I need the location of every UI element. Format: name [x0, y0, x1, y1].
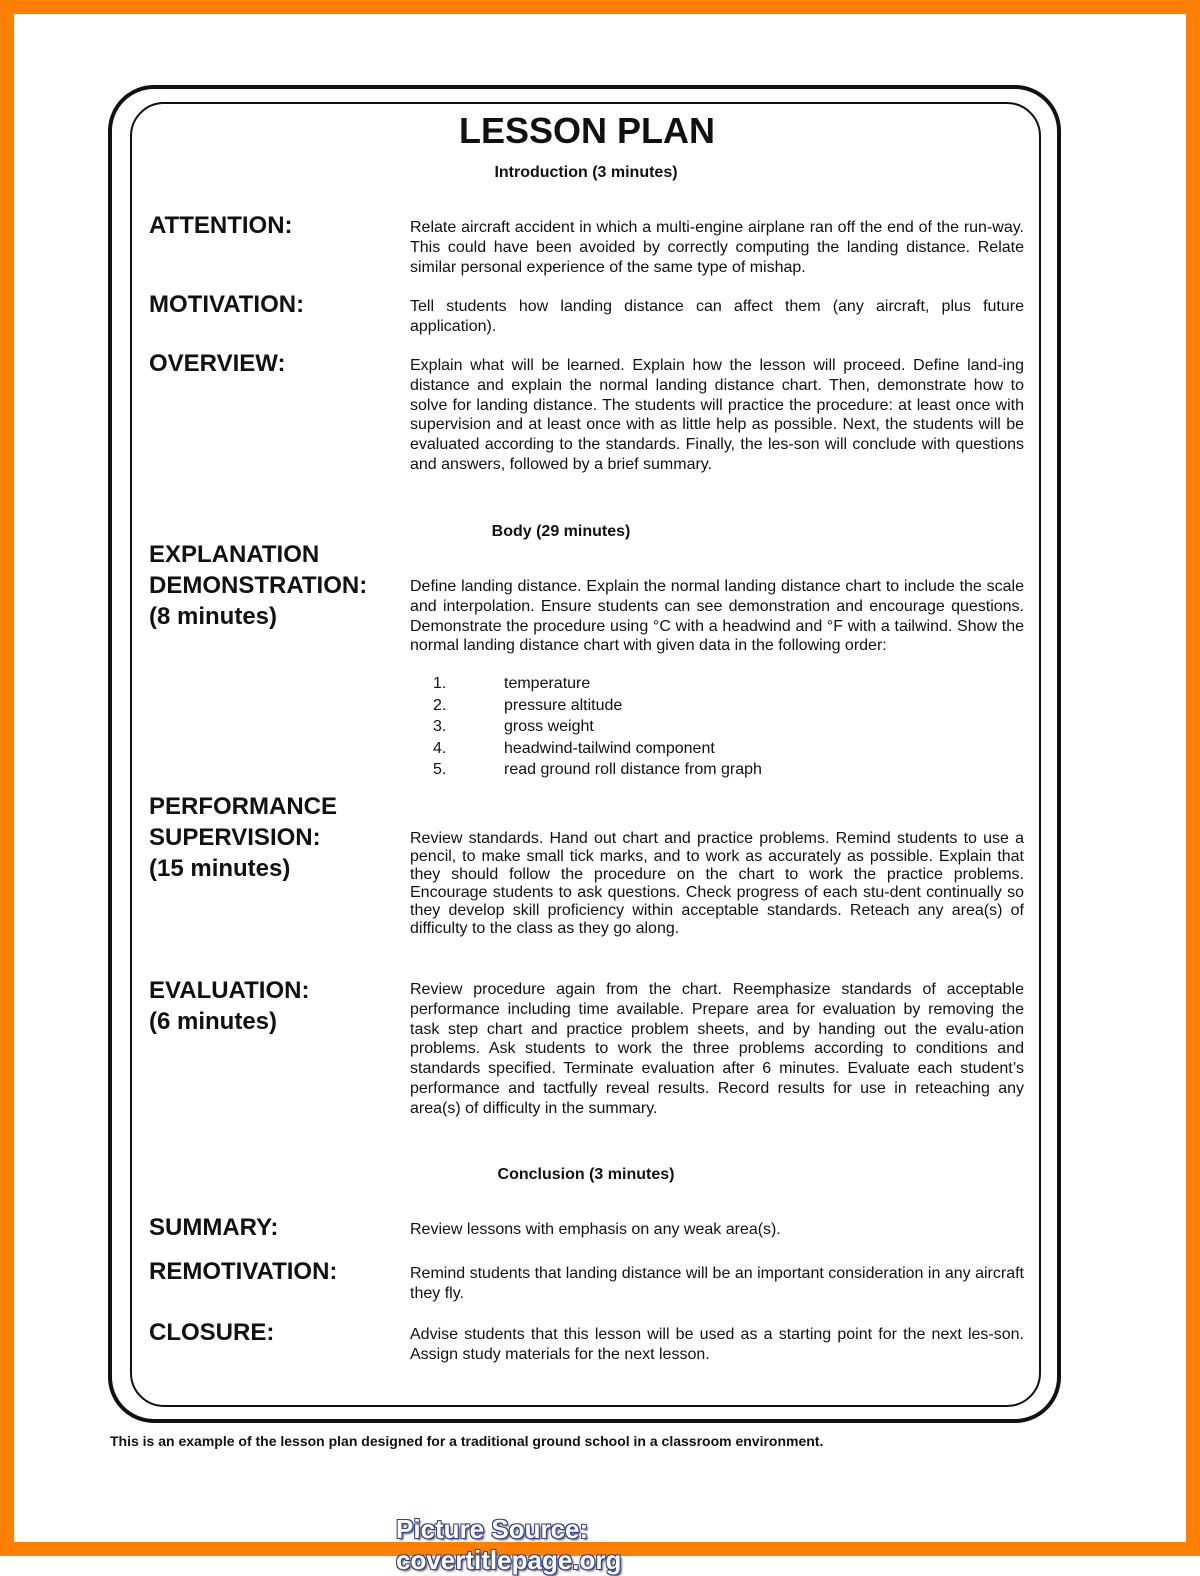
text-motivation: Tell students how landing distance can affect them (any aircraft, plus future application). — [410, 298, 1024, 335]
label-evaluation-line1: EVALUATION: — [149, 977, 310, 1004]
label-explanation-line2: DEMONSTRATION: — [149, 572, 368, 599]
text-performance: Review standards. Hand out chart and practice problems. Remind students to use a pencil, to make small tick marks, and to work as accurately as possible. Explain that they should follow the procedure on the chart to work the practice problems. Encourage students to ask questions. Check progress of each stu-dent continually so they develop skill proficiency within acceptable standards. Reteach any area(s) of difficulty to the class as they go along. — [410, 830, 1024, 937]
label-overview: OVERVIEW: — [149, 350, 286, 377]
label-motivation: MOTIVATION: — [149, 291, 305, 318]
text-closure: Advise students that this lesson will be used as a starting point for the next les-son. Assign study materials for the next lesson. — [410, 1326, 1024, 1363]
section-conclusion: Conclusion (3 minutes) — [497, 1166, 675, 1183]
list-item: 5. read ground roll distance from graph — [433, 761, 762, 778]
caption: This is an example of the lesson plan designed for a traditional ground school in a classroom environment. — [110, 1433, 824, 1449]
label-explanation-line3: (8 minutes) — [149, 603, 278, 630]
text-overview: Explain what will be learned. Explain how the lesson will proceed. Define land-ing distance and explain the normal landing distance chart. Then, demonstrate how to solve for landing distance. The students will practice the procedure: at least once with supervision and at least once with as little help as possible. Next, the students will be evaluated according to the standards. Finally, the les-son will conclude with questions and answers, followed by a brief summary. — [410, 357, 1024, 473]
label-evaluation — [149, 975, 399, 1037]
label-explanation-line1: EXPLANATION — [149, 541, 320, 568]
label-remotivation: REMOTIVATION: — [149, 1258, 338, 1285]
text-remotivation: Remind students that landing distance will be an important consideration in any aircraft they fly. — [410, 1265, 1024, 1302]
text-explanation: Define landing distance. Explain the normal landing distance chart to include the scale and interpolation. Ensure students can see demonstration and encourage questions. Demonstrate the procedure using °C with a headwind and °F with a tailwind. Show the normal landing distance chart with given data in the following order: — [410, 578, 1024, 655]
text-summary: Review lessons with emphasis on any weak area(s). — [410, 1221, 781, 1238]
text-evaluation: Review procedure again from the chart. Reemphasize standards of acceptable performance including time available. Prepare area for evaluation by removing the task step chart and practice problem sheets, and by handing out the evalu-ation problems. Ask students to work the three problems according to conditions and standards specified. Terminate evaluation after 6 minutes. Evaluate each student’s performance and tactfully reveal results. Record results for use in reteaching any area(s) of difficulty in the summary. — [410, 981, 1024, 1117]
label-explanation — [149, 539, 399, 632]
page-title: LESSON PLAN — [458, 110, 716, 151]
label-performance-line3: (15 minutes) — [149, 855, 291, 882]
list-item: 2. pressure altitude — [433, 696, 623, 714]
label-performance — [149, 791, 399, 884]
section-introduction: Introduction (3 minutes) — [494, 164, 678, 181]
list-item: 4. headwind-tailwind component — [433, 739, 715, 757]
picture-source-watermark: Picture Source: covertitlepage.org — [396, 1514, 622, 1575]
list-item: 3. gross weight — [433, 718, 594, 735]
label-closure: CLOSURE: — [149, 1319, 275, 1346]
text-attention: Relate aircraft accident in which a multi-engine airplane ran off the end of the run-way. This could have been avoided by correctly computing the landing distance. Relate similar personal experience of the same type of mishap. — [410, 219, 1024, 276]
label-attention: ATTENTION: — [149, 212, 293, 239]
label-performance-line2: SUPERVISION: — [149, 824, 321, 851]
label-summary: SUMMARY: — [149, 1214, 279, 1241]
procedure-steps — [410, 673, 910, 781]
label-performance-line1: PERFORMANCE — [149, 793, 338, 820]
section-body: Body (29 minutes) — [491, 523, 631, 540]
list-item: 1. temperature — [433, 675, 591, 692]
label-evaluation-line2: (6 minutes) — [149, 1008, 278, 1035]
